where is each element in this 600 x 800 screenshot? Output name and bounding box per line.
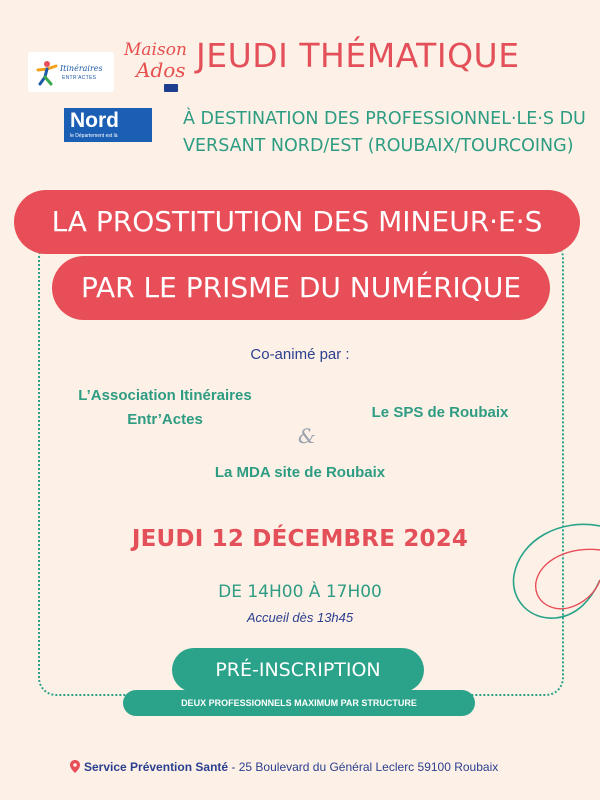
itineraires-logo <box>28 52 114 92</box>
audience-line-1: À DESTINATION DES PROFESSIONNEL·LE·S DU <box>183 109 586 129</box>
audience-line-2: VERSANT NORD/EST (ROUBAIX/TOURCOING) <box>183 136 574 156</box>
itineraires-logo-sub: ENTR'ACTES <box>62 75 97 81</box>
footer-address <box>70 760 590 774</box>
topic-banner-line-2: PAR LE PRISME DU NUMÉRIQUE <box>52 256 550 320</box>
welcome-time: Accueil dès 13h45 <box>246 610 354 625</box>
itineraires-figure-icon <box>36 60 58 86</box>
organizer-sps: Le SPS de Roubaix <box>371 404 509 421</box>
ampersand: & <box>298 424 316 448</box>
nord-departement-logo <box>64 108 152 142</box>
maison-des-ados-logo <box>120 40 190 100</box>
footer-address-text: - 25 Boulevard du Général Leclerc 59100 Roubaix <box>228 760 499 774</box>
mda-badge-icon <box>164 84 178 92</box>
registration-note: DEUX PROFESSIONNELS MAXIMUM PAR STRUCTURE <box>123 690 475 716</box>
co-animation-label: Co-animé par : <box>250 346 350 363</box>
pre-registration-button[interactable]: PRÉ-INSCRIPTION <box>172 648 424 692</box>
mda-logo-line1: Maison <box>124 40 187 60</box>
mda-logo-line2: Ados <box>136 58 186 82</box>
audience-text <box>183 106 593 160</box>
nord-logo-tagline: le Département est là <box>70 133 118 139</box>
organizer-itineraires-line-2: Entr’Actes <box>127 411 203 428</box>
page-title: JEUDI THÉMATIQUE <box>196 36 520 75</box>
organizer-itineraires-line-1: L’Association Itinéraires <box>78 387 252 404</box>
organizer-itineraires <box>40 384 290 432</box>
footer-service-name: Service Prévention Santé <box>84 760 229 774</box>
nord-logo-name: Nord <box>70 109 119 132</box>
organizer-mda: La MDA site de Roubaix <box>214 464 386 481</box>
topic-banner-line-1: LA PROSTITUTION DES MINEUR·E·S <box>14 190 580 254</box>
location-pin-icon <box>70 760 80 773</box>
decorative-swirl-icon <box>500 520 600 630</box>
event-date: JEUDI 12 DÉCEMBRE 2024 <box>131 526 469 552</box>
event-hours: DE 14H00 À 17H00 <box>218 582 382 602</box>
itineraires-logo-name: Itinéraires <box>60 64 103 73</box>
